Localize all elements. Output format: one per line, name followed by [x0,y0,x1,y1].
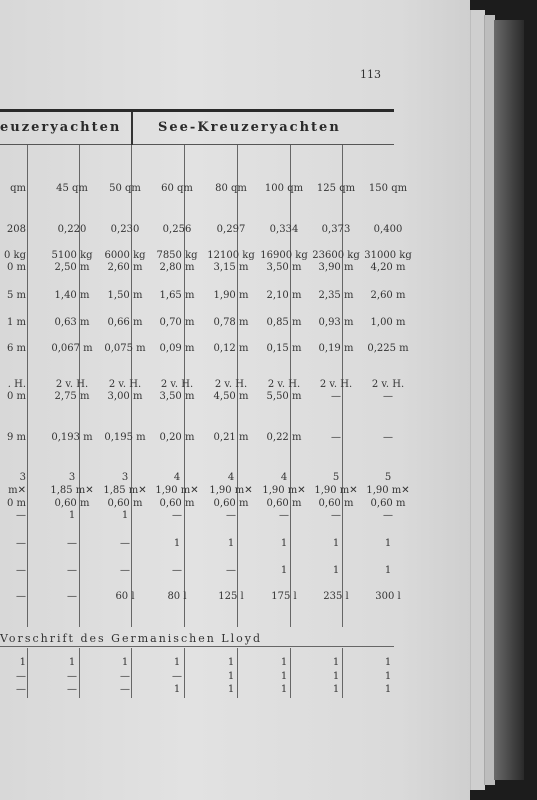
table-cell-g3: 1 [280,684,288,695]
table-cell-weight: 16900 kg [260,250,308,261]
table-cell-tank: 60 l [115,591,135,602]
table-cell-g3: — [120,684,130,695]
table-cell-w2: 2,80 m [159,262,195,273]
table-cell-g1: 1 [384,657,392,668]
table-cell-r3: 0,067 m [51,343,93,354]
table-cell-n: 4 [173,472,181,483]
table-cell-dim2: 0,60 m [107,498,143,509]
table-cell-weight: 0 kg [3,250,26,261]
column-rule [27,648,28,698]
table-cell-b: — [16,565,26,576]
table-cell-a: 1 [384,538,392,549]
table-cell-coef: 0,297 [216,224,246,235]
table-cell-b: — [67,565,77,576]
table-cell-rig2: — [383,391,393,402]
table-cell-dim1: 1,90 m✕ [155,485,199,496]
table-cell-coef: 0,373 [321,224,351,235]
table-cell-n: 5 [332,472,340,483]
table-cell-a: — [120,538,130,549]
table-cell-r3: 0,225 m [367,343,409,354]
table-cell-rig2: 4,50 m [213,391,249,402]
table-cell-b: — [172,565,182,576]
table-cell-rig: 2 v. H. [267,379,301,390]
table-cell-d3: 1 [121,510,129,521]
table-cell-dim2: 0,60 m [54,498,90,509]
table-cell-r1: 2,10 m [266,290,302,301]
table-cell-g2: 1 [280,671,288,682]
table-cell-w2: 0 m [6,262,26,273]
header-rule [0,144,394,145]
table-cell-area: 50 qm [109,183,141,194]
table-cell-r4: — [331,432,341,443]
table-cell-w2: 4,20 m [370,262,406,273]
table-cell-area: qm [10,183,26,194]
table-cell-r2: 1,00 m [370,317,406,328]
table-cell-n: 3 [19,472,26,483]
table-cell-g3: — [67,684,77,695]
table-cell-w2: 3,15 m [213,262,249,273]
table-cell-r1: 5 m [6,290,26,301]
table-cell-dim1: 1,90 m✕ [314,485,358,496]
table-cell-a: — [67,538,77,549]
table-cell-area: 150 qm [368,183,408,194]
table-cell-d3: — [279,510,289,521]
table-cell-r4: — [383,432,393,443]
table-cell-rig2: 3,00 m [107,391,143,402]
table-cell-coef: 0,400 [373,224,403,235]
table-cell-weight: 12100 kg [207,250,255,261]
table-cell-rig: 2 v. H. [319,379,353,390]
table-cell-r3: 0,19 m [318,343,354,354]
table-cell-rig: 2 v. H. [371,379,405,390]
table-cell-rig: 2 v. H. [214,379,248,390]
table-cell-n: 4 [227,472,235,483]
table-cell-weight: 7850 kg [156,250,198,261]
table-cell-g2: 1 [332,671,340,682]
table-cell-d3: — [383,510,393,521]
top-rule [0,109,394,112]
header-right: See-Kreuzeryachten [158,120,341,135]
table-cell-r3: 0,09 m [159,343,195,354]
table-cell-area: 125 qm [316,183,356,194]
table-cell-rig2: 3,50 m [159,391,195,402]
table-cell-coef: 0,220 [57,224,87,235]
table-cell-area: 45 qm [56,183,88,194]
table-cell-r2: 0,93 m [318,317,354,328]
table-cell-r2: 0,66 m [107,317,143,328]
table-cell-g2: — [67,671,77,682]
table-cell-tank: 125 l [218,591,244,602]
table-cell-d3: — [331,510,341,521]
table-cell-coef: 0,256 [162,224,192,235]
table-cell-g3: 1 [227,684,235,695]
table-cell-weight: 31000 kg [364,250,412,261]
table-cell-a: 1 [173,538,181,549]
book-spine-shadow [494,20,524,780]
table-cell-b: 1 [332,565,340,576]
table-cell-area: 100 qm [264,183,304,194]
table-cell-b: — [120,565,130,576]
table-cell-dim1: 1,90 m✕ [366,485,410,496]
table-cell-r2: 0,70 m [159,317,195,328]
table-cell-rig: 2 v. H. [108,379,142,390]
table-cell-weight: 6000 kg [104,250,146,261]
table-cell-r4: 0,21 m [213,432,249,443]
table-cell-tank: — [67,591,77,602]
table-cell-r1: 1,40 m [54,290,90,301]
table-cell-g1: 1 [332,657,340,668]
table-cell-r1: 2,60 m [370,290,406,301]
table-cell-tank: 300 l [375,591,401,602]
table-cell-r3: 0,15 m [266,343,302,354]
table-cell-r2: 0,63 m [54,317,90,328]
table-cell-dim2: 0,60 m [318,498,354,509]
table-cell-dim1: 1,90 m✕ [262,485,306,496]
table-cell-rig2: — [331,391,341,402]
table-cell-tank: 175 l [271,591,297,602]
table-cell-r1: 2,35 m [318,290,354,301]
table-cell-dim2: 0 m [6,498,26,509]
page-number: 113 [360,68,381,81]
table-cell-dim1: m✕ [8,485,26,496]
table-cell-rig: 2 v. H. [55,379,89,390]
table-cell-d3: — [172,510,182,521]
table-cell-dim1: 1,90 m✕ [209,485,253,496]
table-cell-g3: 1 [173,684,181,695]
header-divider [131,112,133,145]
table-cell-g2: 1 [227,671,235,682]
lloyd-section-rule [0,646,394,647]
table-cell-tank: 235 l [323,591,349,602]
table-cell-rig: 2 v. H. [160,379,194,390]
table-cell-dim1: 1,85 m✕ [103,485,147,496]
table-cell-r3: 6 m [6,343,26,354]
table-cell-r1: 1,65 m [159,290,195,301]
table-cell-g2: — [16,671,26,682]
table-cell-tank: 80 l [167,591,187,602]
table-cell-g1: 1 [280,657,288,668]
table-cell-b: 1 [384,565,392,576]
table-cell-weight: 5100 kg [51,250,93,261]
header-left: euzeryachten [0,120,122,135]
table-cell-a: 1 [280,538,288,549]
table-cell-r4: 9 m [6,432,26,443]
table-cell-n: 3 [121,472,129,483]
table-cell-dim2: 0,60 m [266,498,302,509]
table-cell-r3: 0,075 m [104,343,146,354]
table-cell-coef: 0,334 [269,224,299,235]
table-cell-rig2: 5,50 m [266,391,302,402]
table-cell-g1: 1 [121,657,129,668]
table-cell-r4: 0,20 m [159,432,195,443]
table-cell-g1: 1 [68,657,76,668]
table-cell-g3: — [16,684,26,695]
table-cell-dim1: 1,85 m✕ [50,485,94,496]
lloyd-section-title: Vorschrift des Germanischen Lloyd [0,632,262,645]
table-cell-coef: 208 [6,224,26,235]
table-cell-b: — [226,565,236,576]
table-cell-n: 5 [384,472,392,483]
table-cell-r4: 0,195 m [104,432,146,443]
table-cell-g2: — [172,671,182,682]
table-cell-g3: 1 [384,684,392,695]
table-cell-coef: 0,230 [110,224,140,235]
column-rule [27,145,28,627]
table-cell-dim2: 0,60 m [370,498,406,509]
table-cell-g3: 1 [332,684,340,695]
table-cell-d3: 1 [68,510,76,521]
table-cell-dim2: 0,60 m [213,498,249,509]
table-cell-a: 1 [227,538,235,549]
table-cell-area: 80 qm [215,183,247,194]
table-cell-rig2: 0 m [6,391,26,402]
table-cell-r2: 0,78 m [213,317,249,328]
table-cell-rig2: 2,75 m [54,391,90,402]
table-cell-r2: 1 m [6,317,26,328]
table-cell-r4: 0,22 m [266,432,302,443]
table-cell-n: 3 [68,472,76,483]
table-cell-w2: 3,50 m [266,262,302,273]
table-cell-dim2: 0,60 m [159,498,195,509]
table-cell-g1: 1 [19,657,26,668]
table-cell-a: — [16,538,26,549]
table-cell-r4: 0,193 m [51,432,93,443]
table-cell-g2: — [120,671,130,682]
table-cell-r1: 1,50 m [107,290,143,301]
table-cell-rig: . H. [7,379,26,390]
table-cell-w2: 3,90 m [318,262,354,273]
table-cell-d3: — [226,510,236,521]
table-cell-r2: 0,85 m [266,317,302,328]
table-cell-d3: — [16,510,26,521]
table-cell-g1: 1 [173,657,181,668]
table-cell-r1: 1,90 m [213,290,249,301]
table-cell-tank: — [16,591,26,602]
table-cell-weight: 23600 kg [312,250,360,261]
table-cell-b: 1 [280,565,288,576]
table-cell-w2: 2,50 m [54,262,90,273]
table-cell-r3: 0,12 m [213,343,249,354]
table-cell-g1: 1 [227,657,235,668]
table-cell-w2: 2,60 m [107,262,143,273]
page-edge [470,10,485,790]
table-cell-area: 60 qm [161,183,193,194]
table-cell-n: 4 [280,472,288,483]
table-cell-a: 1 [332,538,340,549]
table-cell-g2: 1 [384,671,392,682]
